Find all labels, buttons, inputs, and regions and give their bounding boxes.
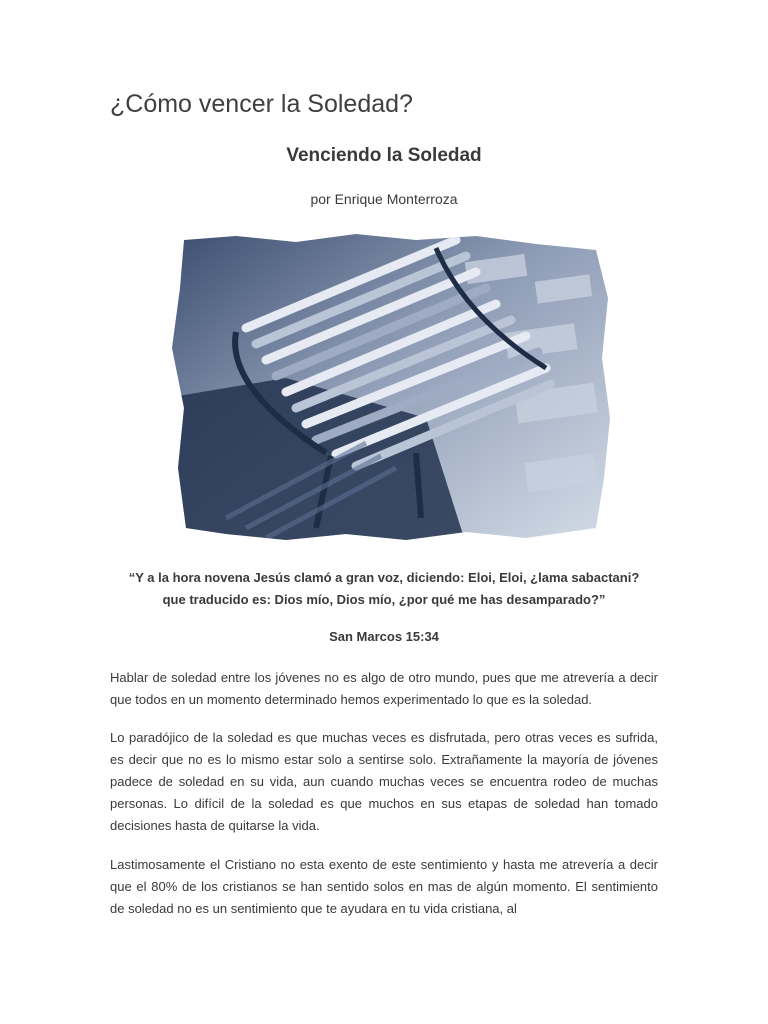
quote-line: “Y a la hora novena Jesús clamó a gran voz, diciendo: Eloi, Eloi, ¿lama sabactani? [128,570,640,585]
article-subtitle: Venciendo la Soledad [286,145,482,166]
body-paragraph: Hablar de soledad entre los jóvenes no es algo de otro mundo, pues que me atrevería a decir que todos en un momento determinado hemos experimentado lo que es la soledad. [110,670,658,707]
body-paragraph: Lo paradójico de la soledad es que muchas veces es disfrutada, pero otras veces es sufrida, es decir que no es lo mismo estar solo a sentirse solo. Extrañamente la mayoría de jóvenes padece de soledad en su vida, aun cuando muchas veces se encuentra rodeo de muchas personas. Lo difícil de la soledad es que muchos en sus etapas de soledad han tomado decisiones hasta de quitarse la vida. [110,730,658,833]
quote-line: que traducido es: Dios mío, Dios mío, ¿por qué me has desamparado?” [162,592,606,607]
author-line: por Enrique Monterroza [310,191,458,207]
bible-quote [110,567,658,611]
body-paragraph: Lastimosamente el Cristiano no esta exento de este sentimiento y hasta me atrevería a decir que el 80% de los cristianos se han sentido solos en mas de algún momento. El sentimiento de soledad no es un sentimiento que te ayudara en tu vida cristiana, al [110,857,658,916]
park-bench-photo [166,228,612,544]
page-title: ¿Cómo vencer la Soledad? [110,90,413,118]
quote-reference: San Marcos 15:34 [329,629,439,644]
